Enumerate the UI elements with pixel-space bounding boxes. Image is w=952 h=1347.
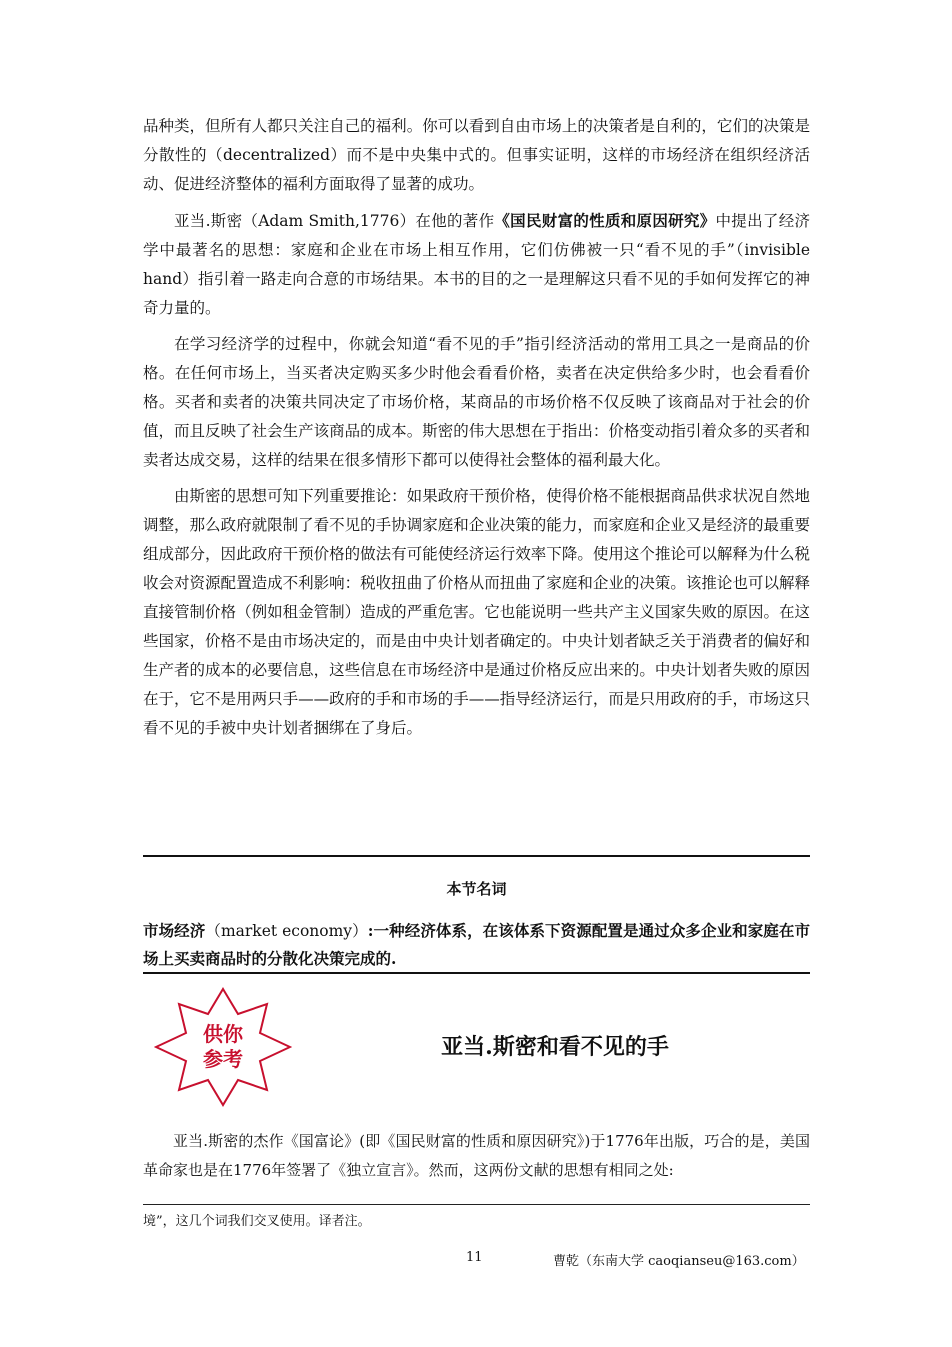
page-number: 11 bbox=[466, 1250, 483, 1265]
reference-box-title: 亚当.斯密和看不见的手 bbox=[441, 1034, 669, 1060]
key-term-definition bbox=[143, 917, 810, 973]
main-text bbox=[143, 112, 810, 743]
reference-box-text: 亚当.斯密的杰作《国富论》(即《国民财富的性质和原因研究》)于1776年出版，巧合的是，美国革命家也是在1776年签署了《独立宣言》。然而，这两份文献的思想有相同之处: bbox=[143, 1132, 810, 1179]
badge-line-2: 参考 bbox=[203, 1047, 243, 1071]
term-definition-text: :一种经济体系，在该体系下资源配置是通过众多企业和家庭在市场上买卖商品时的分散化决策完成的. bbox=[143, 921, 810, 968]
paragraph-2 bbox=[143, 206, 810, 323]
paragraph-1: 品种类，但所有人都只关注自己的福利。你可以看到自由市场上的决策者是自利的，它们的决策是分散性的（decentralized）而不是中央集中式的。但事实证明，这样的市场经济在组织经济活动、促进经济整体的福利方面取得了显著的成功。 bbox=[143, 117, 810, 193]
term-english: （market economy） bbox=[205, 922, 368, 940]
key-terms-top-rule bbox=[143, 855, 810, 857]
paragraph-4: 由斯密的思想可知下列重要推论：如果政府干预价格，使得价格不能根据商品供求状况自然地调整，那么政府就限制了看不见的手协调家庭和企业决策的能力，而家庭和企业又是经济的最重要组成部分，因此政府干预价格的做法有可能使经济运行效率下降。使用这个推论可以解释为什么税收会对资源配置造成不利影响：税收扭曲了价格从而扭曲了家庭和企业的决策。该推论也可以解释直接管制价格（例如租金管制）造成的严重危害。它也能说明一些共产主义国家失败的原因。在这些国家，价格不是由市场决定的，而是由中央计划者确定的。中央计划者缺乏关于消费者的偏好和生产者的成本的必要信息，这些信息在市场经济中是通过价格反应出来的。中央计划者失败的原因在于，它不是用两只手——政府的手和市场的手——指导经济运行，而是只用政府的手，市场这只看不见的手被中央计划者捆绑在了身后。 bbox=[143, 487, 810, 737]
term-chinese: 市场经济 bbox=[143, 921, 206, 940]
author-info: 曹乾（东南大学 caoqianseu@163.com） bbox=[553, 1254, 805, 1269]
book-title: 《国民财富的性质和原因研究》 bbox=[494, 211, 716, 230]
paragraph-2-after: 中提出了经济学中最著名的思想：家庭和企业在市场上相互作用，它们仿佛被一只“看不见的手”（invisible hand）指引着一路走向合意的市场结果。本书的目的之一是理解这只看不见的手如何发挥它的神奇力量的。 bbox=[143, 212, 810, 317]
footnote-rule bbox=[143, 1204, 810, 1205]
key-terms-bottom-rule bbox=[143, 972, 810, 974]
footnote: 境”，这几个词我们交叉使用。译者注。 bbox=[143, 1214, 371, 1229]
key-terms-heading: 本节名词 bbox=[446, 880, 507, 898]
badge-label bbox=[154, 1022, 292, 1072]
paragraph-2-before: 亚当.斯密（Adam Smith,1776）在他的著作 bbox=[174, 212, 495, 230]
paragraph-3: 在学习经济学的过程中，你就会知道“看不见的手”指引经济活动的常用工具之一是商品的价格。在任何市场上，当买者决定购买多少时他会看看价格，卖者在决定供给多少时，也会看看价格。买者和卖者的决策共同决定了市场价格，某商品的市场价格不仅反映了该商品对于社会的价值，而且反映了社会生产该商品的成本。斯密的伟大思想在于指出：价格变动指引着众多的买者和卖者达成交易，这样的结果在很多情形下都可以使得社会整体的福利最大化。 bbox=[143, 335, 810, 469]
badge-line-1: 供你 bbox=[203, 1022, 243, 1046]
